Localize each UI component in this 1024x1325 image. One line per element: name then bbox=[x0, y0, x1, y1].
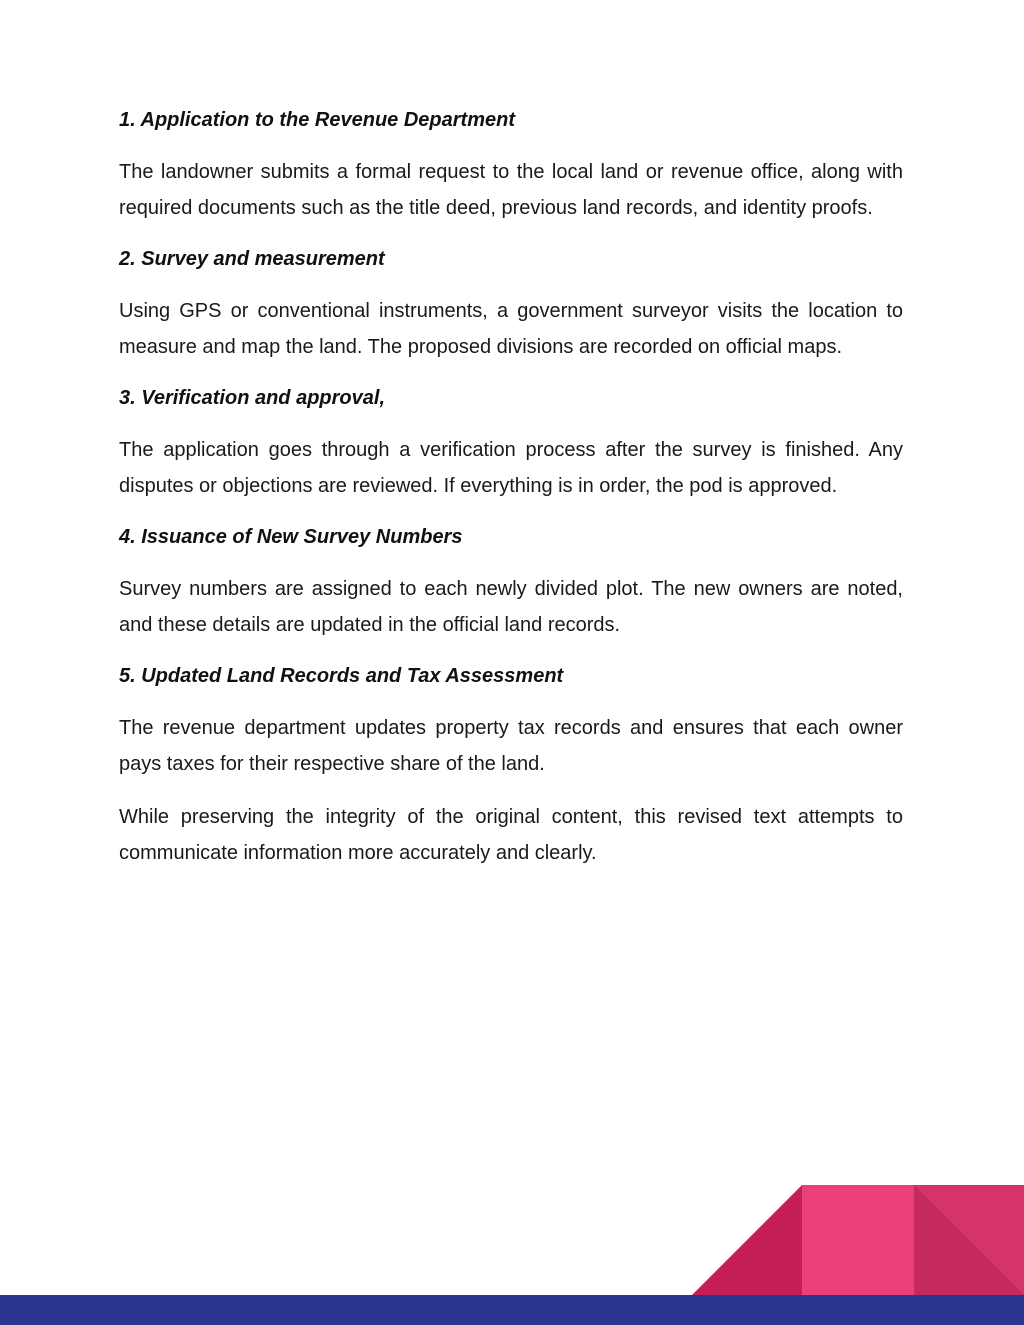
footer-accent-block bbox=[802, 1185, 914, 1295]
section-body-survey-numbers: Survey numbers are assigned to each newly divided plot. The new owners are noted, and these details are updated in the official land records. bbox=[119, 578, 903, 636]
closing-paragraph: While preserving the integrity of the original content, this revised text attempts to communicate information more accurately and clearly. bbox=[119, 806, 903, 864]
section-body-tax-assessment: The revenue department updates property tax records and ensures that each owner pays taxes for their respective share of the land. bbox=[119, 717, 903, 775]
footer-decoration bbox=[0, 1185, 1024, 1325]
section-heading-tax-assessment: 5. Updated Land Records and Tax Assessment bbox=[119, 665, 564, 687]
section-body-verification: The application goes through a verification process after the survey is finished. Any disputes or objections are reviewed. If everything is in order, the pod is approved. bbox=[119, 439, 903, 497]
section-heading-survey-numbers: 4. Issuance of New Survey Numbers bbox=[119, 526, 463, 548]
footer-bar bbox=[0, 1295, 1024, 1325]
section-body-application: The landowner submits a formal request to the local land or revenue office, along with required documents such as the title deed, previous land records, and identity proofs. bbox=[119, 161, 903, 219]
section-heading-application: 1. Application to the Revenue Department bbox=[119, 109, 515, 131]
section-heading-survey: 2. Survey and measurement bbox=[119, 248, 385, 270]
section-body-survey: Using GPS or conventional instruments, a government surveyor visits the location to measure and map the land. The proposed divisions are recorded on official maps. bbox=[119, 300, 903, 358]
section-heading-verification: 3. Verification and approval, bbox=[119, 387, 385, 409]
document-content bbox=[119, 104, 903, 871]
footer-accent-triangle bbox=[692, 1185, 802, 1295]
